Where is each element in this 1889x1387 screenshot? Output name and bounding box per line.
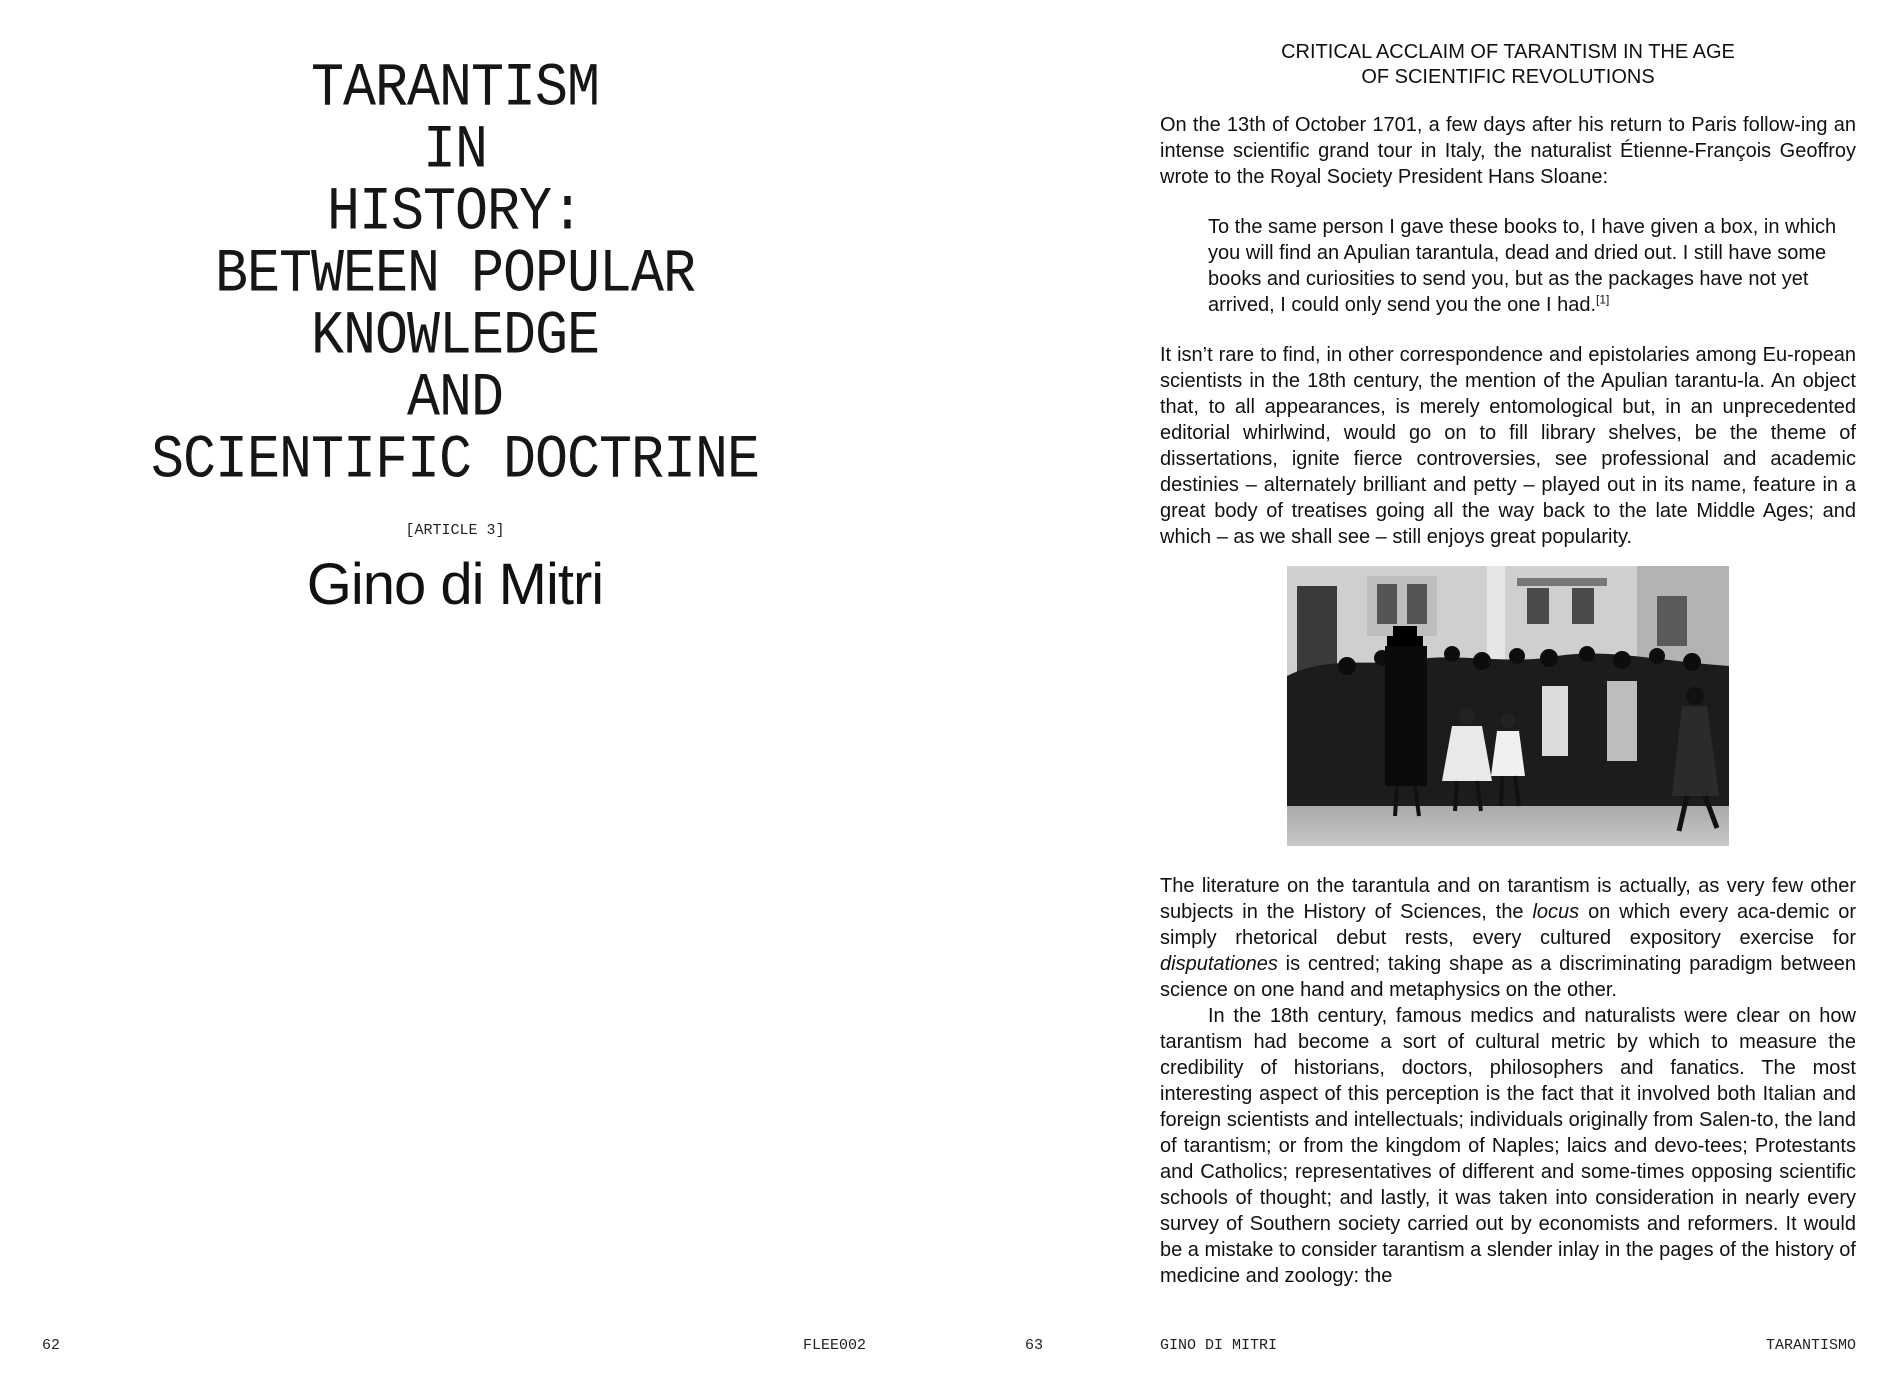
title-line-5: KNOWLEDGE (310, 301, 600, 372)
right-page (945, 0, 1889, 1387)
paragraph-4: In the 18th century, famous medics and naturalists were clear on how tarantism had become a sort of cultural metric by which to measure the credibility of historians, doctors, philosophers and fanatics. The most interesting aspect of this perception is the fact that it involved both Italian and foreign scientists and intellectuals; individuals originally from Salen-to, the land of tarantism; or from the kingdom of Naples; laics and devo-tees; Protestants and Catholics; representatives of different and some-times opposing scientific schools of thought; and lastly, it was taken into consideration in nearly every survey of Southern society carried out by economists and reformers. It would be a mistake to consider tarantism a slender inlay in the pages of the history of medicine and zoology: the (1160, 1005, 1856, 1287)
body-text-column (1160, 40, 1856, 1289)
paragraph-3-emphasis-disputationes: disputationes (1160, 953, 1278, 975)
title-line-6: AND (406, 363, 504, 434)
left-page-number: 62 (42, 1337, 61, 1354)
paragraph-3-part-a: The literature on the tarantula and on tarantism is actually, as very few other subjects in the History of Sciences, the (1160, 875, 1856, 923)
title-line-1: TARANTISM (310, 53, 600, 124)
article-title-block (80, 53, 830, 618)
crowd-photo-icon (1287, 566, 1729, 846)
paragraph-3-part-b: on which every aca-demic or simply rhetorical debut rests, every cultured expository exercise for (1160, 901, 1856, 949)
title-line-2: IN (422, 115, 487, 186)
paragraph-3 (1160, 873, 1856, 1003)
section-heading-line-1: CRITICAL ACCLAIM OF TARANTISM IN THE AGE (1281, 41, 1735, 63)
photo-container (1160, 566, 1856, 853)
paragraph-3-part-c: is centred; taking shape as a discriminating paradigm between science on one hand and metaphysics on the other. (1160, 953, 1856, 1001)
paragraph-2: It isn’t rare to find, in other correspondence and epistolaries among Eu-ropean scientists in the 18th century, the mention of the Apulian tarantu-la. An object that, to all appearances, is merely entomological but, in an unprecedented editorial whirlwind, would go on to fill library shelves, be the theme of dissertations, ignite fierce controversies, see professional and academic destinies – alternately brilliant and petty – played out in its name, feature in a great body of treatises going all the way back to the late Middle Ages; and which – as we shall see – still enjoys great popularity. (1160, 344, 1856, 548)
title-line-3: HISTORY: (326, 177, 584, 248)
title-line-4: BETWEEN POPULAR (214, 239, 696, 310)
section-heading (1160, 40, 1856, 90)
footer-author: GINO DI MITRI (1160, 1337, 1278, 1354)
article-tag: [ARTICLE 3] (405, 522, 505, 539)
section-heading-line-2: OF SCIENTIFIC REVOLUTIONS (1361, 66, 1655, 88)
block-quote (1208, 214, 1856, 318)
title-line-7: SCIENTIFIC DOCTRINE (150, 425, 760, 496)
author-name: Gino di Mitri (306, 552, 604, 617)
paragraph-3-emphasis-locus: locus (1532, 901, 1580, 923)
right-page-number: 63 (1025, 1337, 1044, 1354)
block-quote-text: To the same person I gave these books to, I have given a box, in which you will find an Apulian tarantula, dead and dried out. I still have some books and curiosities to send you, but as the packages have not yet arrived, I could only send you the one I had. (1208, 216, 1837, 316)
footer-section: TARANTISMO (1765, 1337, 1856, 1354)
footnote-marker[interactable]: [1] (1596, 292, 1610, 307)
publication-code: FLEE002 (803, 1337, 867, 1354)
paragraph-1: On the 13th of October 1701, a few days after his return to Paris follow-ing an intense scientific grand tour in Italy, the naturalist Étienne-François Geoffroy wrote to the Royal Society President Hans Sloane: (1160, 114, 1856, 188)
